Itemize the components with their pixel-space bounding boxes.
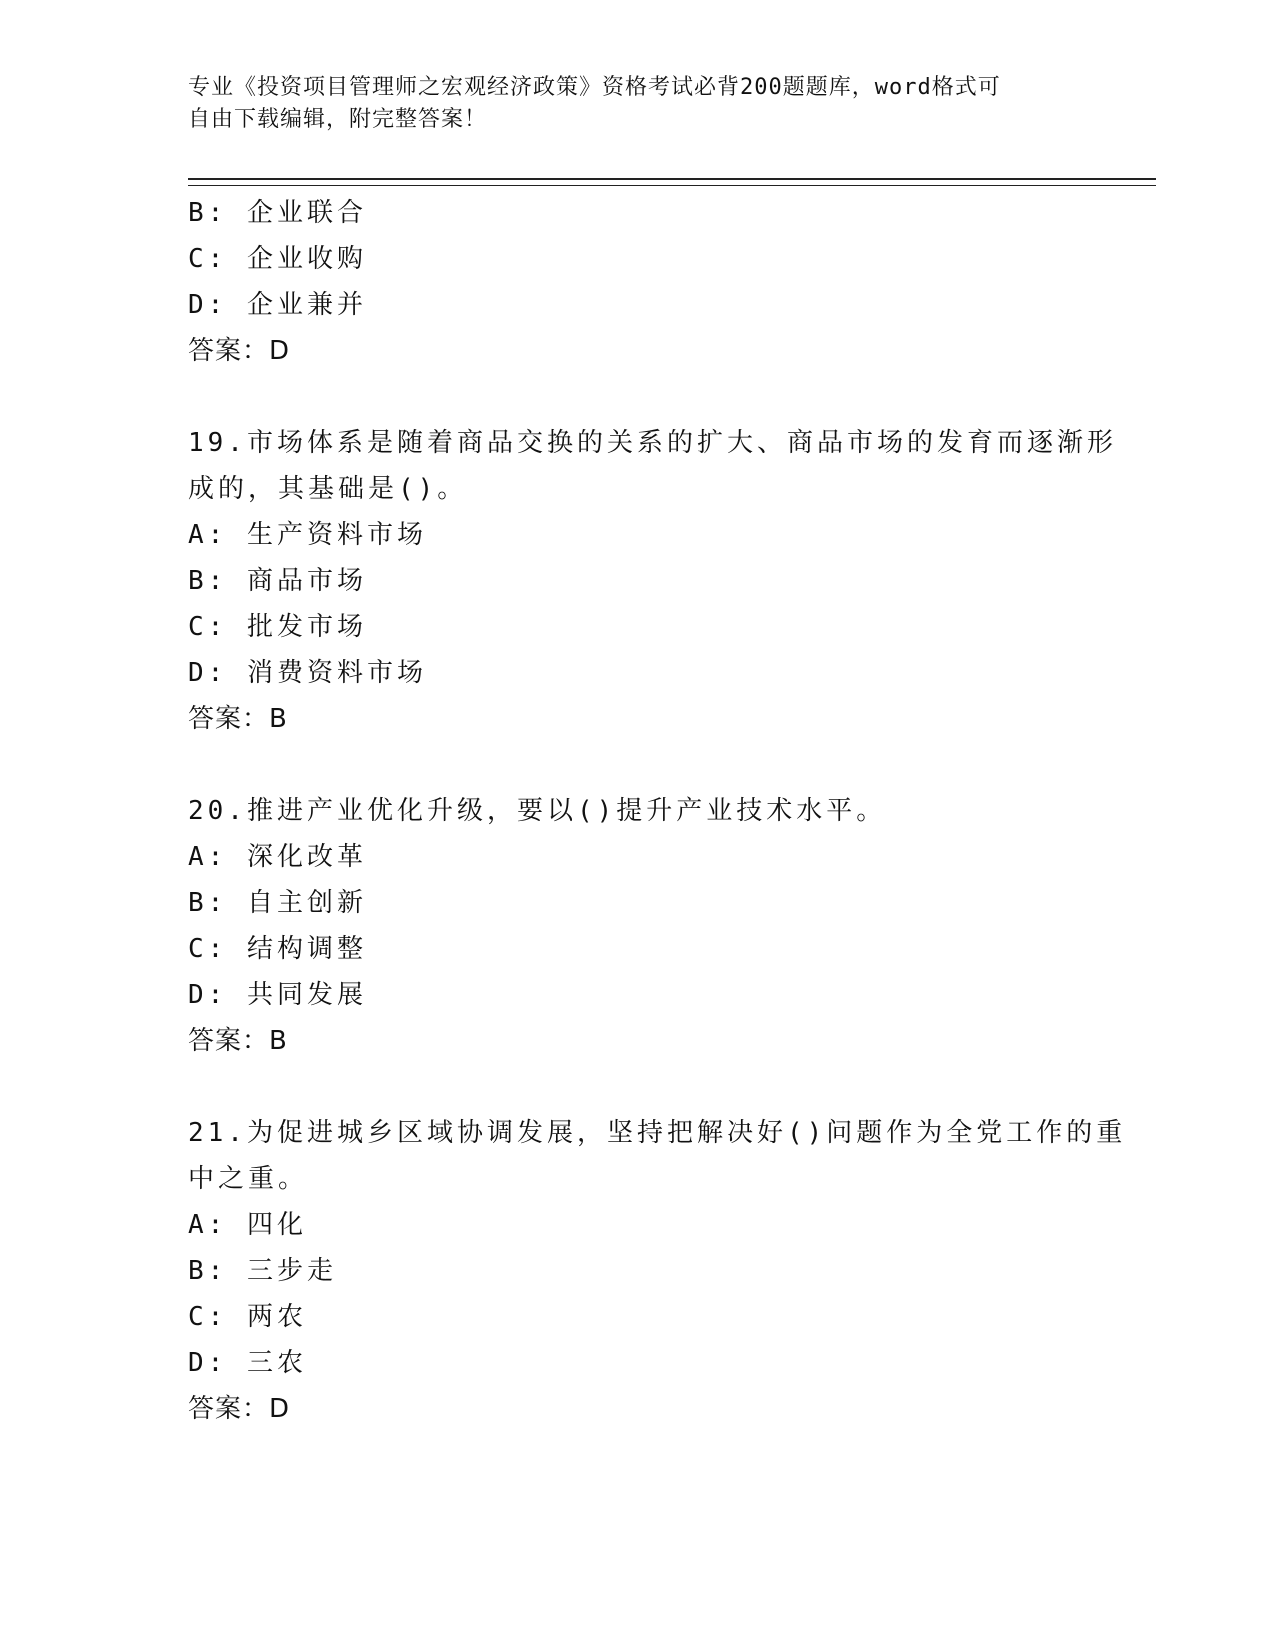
question-21 [188, 1110, 1127, 1432]
spacer [188, 374, 1088, 420]
question-20 [188, 788, 1088, 1064]
partial-question [188, 190, 1088, 374]
question-19 [188, 420, 1117, 742]
option-a: A: 生产资料市场 [188, 520, 427, 550]
option-a: A: 深化改革 [188, 842, 367, 872]
option-b: B: 商品市场 [188, 566, 367, 596]
option-d: D: 企业兼并 [188, 290, 367, 320]
spacer [188, 742, 1088, 788]
option-b: B: 自主创新 [188, 888, 367, 918]
option-b: B: 企业联合 [188, 198, 367, 228]
option-c: C: 批发市场 [188, 612, 367, 642]
option-d: D: 共同发展 [188, 980, 367, 1010]
question-list [188, 190, 1127, 1432]
document-header [188, 72, 1068, 136]
question-stem: 21.为促进城乡区域协调发展，坚持把解决好()问题作为全党工作的重 [188, 1118, 1127, 1148]
question-stem-cont: 成的，其基础是()。 [188, 474, 468, 504]
question-stem: 20.推进产业优化升级，要以()提升产业技术水平。 [188, 796, 887, 826]
answer-line: 答案：B [188, 704, 288, 734]
option-c: C: 企业收购 [188, 244, 367, 274]
option-c: C: 结构调整 [188, 934, 367, 964]
option-c: C: 两农 [188, 1302, 307, 1332]
answer-line: 答案：D [188, 1394, 291, 1424]
header-line-2: 自由下载编辑，附完整答案！ [188, 107, 488, 132]
question-stem: 19.市场体系是随着商品交换的关系的扩大、商品市场的发育而逐渐形 [188, 428, 1117, 458]
question-stem-cont: 中之重。 [188, 1164, 309, 1194]
spacer [188, 1064, 1088, 1110]
option-d: D: 消费资料市场 [188, 658, 427, 688]
header-line-1: 专业《投资项目管理师之宏观经济政策》资格考试必背200题题库，word格式可 [188, 75, 1001, 100]
answer-line: 答案：B [188, 1026, 288, 1056]
answer-line: 答案：D [188, 336, 291, 366]
option-a: A: 四化 [188, 1210, 307, 1240]
option-d: D: 三农 [188, 1348, 307, 1378]
option-b: B: 三步走 [188, 1256, 337, 1286]
header-divider [188, 178, 1156, 186]
